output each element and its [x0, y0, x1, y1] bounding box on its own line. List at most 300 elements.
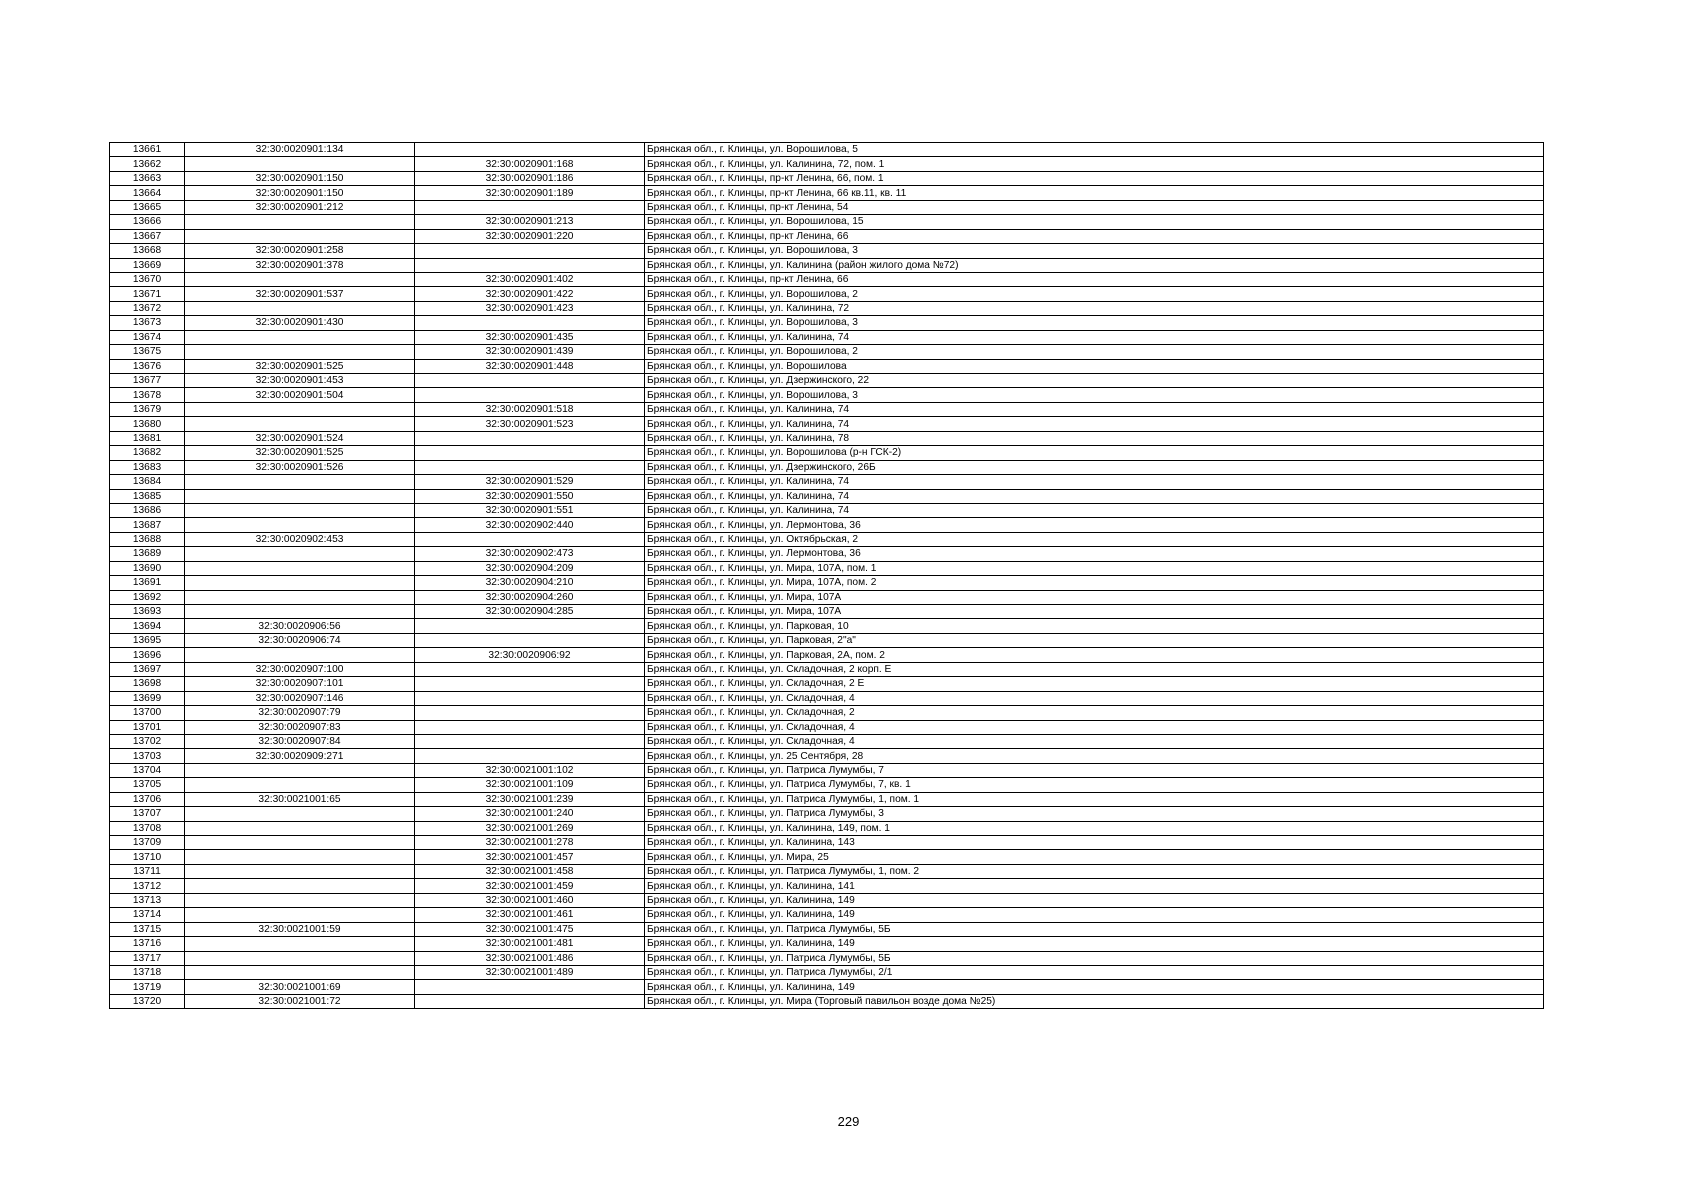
table-row	[110, 648, 1544, 662]
table-row	[110, 807, 1544, 821]
cadastral-table	[109, 142, 1544, 1009]
row-number: 13677	[110, 374, 185, 388]
parcel-cadastral-number	[185, 836, 415, 850]
row-number: 13670	[110, 272, 185, 286]
row-number: 13715	[110, 922, 185, 936]
row-number: 13678	[110, 388, 185, 402]
table-row	[110, 821, 1544, 835]
object-cadastral-number	[415, 200, 645, 214]
parcel-cadastral-number: 32:30:0020901:378	[185, 258, 415, 272]
table-row	[110, 980, 1544, 994]
table-row	[110, 215, 1544, 229]
table-row	[110, 576, 1544, 590]
object-cadastral-number: 32:30:0020904:285	[415, 605, 645, 619]
row-number: 13689	[110, 547, 185, 561]
table-row	[110, 965, 1544, 979]
table-row	[110, 590, 1544, 604]
address-cell: Брянская обл., г. Клинцы, ул. Ворошилова, 3	[645, 388, 1544, 402]
object-cadastral-number: 32:30:0020901:551	[415, 503, 645, 517]
table-row	[110, 143, 1544, 157]
table-row	[110, 879, 1544, 893]
table-row	[110, 792, 1544, 806]
parcel-cadastral-number	[185, 518, 415, 532]
object-cadastral-number: 32:30:0020904:209	[415, 561, 645, 575]
address-cell: Брянская обл., г. Клинцы, ул. Складочная, 2 корп. Е	[645, 662, 1544, 676]
address-cell: Брянская обл., г. Клинцы, ул. Ворошилова, 3	[645, 244, 1544, 258]
row-number: 13691	[110, 576, 185, 590]
object-cadastral-number: 32:30:0020901:550	[415, 489, 645, 503]
table-row	[110, 937, 1544, 951]
address-cell: Брянская обл., г. Клинцы, ул. Складочная, 2 Е	[645, 677, 1544, 691]
parcel-cadastral-number	[185, 965, 415, 979]
row-number: 13690	[110, 561, 185, 575]
row-number: 13708	[110, 821, 185, 835]
object-cadastral-number: 32:30:0021001:269	[415, 821, 645, 835]
row-number: 13663	[110, 171, 185, 185]
row-number: 13714	[110, 908, 185, 922]
object-cadastral-number	[415, 720, 645, 734]
row-number: 13668	[110, 244, 185, 258]
parcel-cadastral-number	[185, 908, 415, 922]
address-cell: Брянская обл., г. Клинцы, ул. Калинина, 72, пом. 1	[645, 157, 1544, 171]
address-cell: Брянская обл., г. Клинцы, ул. Парковая, 10	[645, 619, 1544, 633]
row-number: 13680	[110, 417, 185, 431]
address-cell: Брянская обл., г. Клинцы, ул. Патриса Лумумбы, 2/1	[645, 965, 1544, 979]
table-row	[110, 171, 1544, 185]
parcel-cadastral-number: 32:30:0020901:150	[185, 186, 415, 200]
table-row	[110, 417, 1544, 431]
table-row	[110, 547, 1544, 561]
address-cell: Брянская обл., г. Клинцы, ул. Патриса Лумумбы, 7, кв. 1	[645, 778, 1544, 792]
parcel-cadastral-number: 32:30:0020901:525	[185, 359, 415, 373]
address-cell: Брянская обл., г. Клинцы, ул. Патриса Лумумбы, 7	[645, 763, 1544, 777]
row-number: 13718	[110, 965, 185, 979]
table-row	[110, 446, 1544, 460]
table-row	[110, 734, 1544, 748]
table-row	[110, 720, 1544, 734]
address-cell: Брянская обл., г. Клинцы, ул. Калинина, 141	[645, 879, 1544, 893]
object-cadastral-number	[415, 374, 645, 388]
table-row	[110, 864, 1544, 878]
row-number: 13710	[110, 850, 185, 864]
parcel-cadastral-number: 32:30:0020901:453	[185, 374, 415, 388]
parcel-cadastral-number: 32:30:0020901:526	[185, 460, 415, 474]
object-cadastral-number: 32:30:0020901:423	[415, 301, 645, 315]
row-number: 13684	[110, 475, 185, 489]
parcel-cadastral-number: 32:30:0020906:56	[185, 619, 415, 633]
row-number: 13672	[110, 301, 185, 315]
table-row	[110, 778, 1544, 792]
address-cell: Брянская обл., г. Клинцы, пр-кт Ленина, 66	[645, 229, 1544, 243]
row-number: 13666	[110, 215, 185, 229]
object-cadastral-number: 32:30:0021001:460	[415, 893, 645, 907]
table-row	[110, 763, 1544, 777]
address-cell: Брянская обл., г. Клинцы, ул. Ворошилова, 5	[645, 143, 1544, 157]
address-cell: Брянская обл., г. Клинцы, ул. Складочная, 2	[645, 706, 1544, 720]
table-body	[110, 143, 1544, 1009]
object-cadastral-number: 32:30:0020901:189	[415, 186, 645, 200]
table-row	[110, 691, 1544, 705]
object-cadastral-number: 32:30:0020902:473	[415, 547, 645, 561]
parcel-cadastral-number: 32:30:0020907:84	[185, 734, 415, 748]
address-cell: Брянская обл., г. Клинцы, ул. Калинина, 74	[645, 402, 1544, 416]
object-cadastral-number: 32:30:0020901:213	[415, 215, 645, 229]
parcel-cadastral-number: 32:30:0020901:537	[185, 287, 415, 301]
row-number: 13705	[110, 778, 185, 792]
table-row	[110, 994, 1544, 1008]
object-cadastral-number	[415, 691, 645, 705]
row-number: 13694	[110, 619, 185, 633]
parcel-cadastral-number	[185, 402, 415, 416]
table-row	[110, 345, 1544, 359]
object-cadastral-number: 32:30:0020901:402	[415, 272, 645, 286]
row-number: 13662	[110, 157, 185, 171]
table-row	[110, 287, 1544, 301]
object-cadastral-number	[415, 980, 645, 994]
object-cadastral-number	[415, 706, 645, 720]
parcel-cadastral-number	[185, 807, 415, 821]
parcel-cadastral-number	[185, 215, 415, 229]
object-cadastral-number	[415, 532, 645, 546]
parcel-cadastral-number	[185, 417, 415, 431]
address-cell: Брянская обл., г. Клинцы, ул. Лермонтова, 36	[645, 518, 1544, 532]
parcel-cadastral-number: 32:30:0020901:212	[185, 200, 415, 214]
table-row	[110, 662, 1544, 676]
address-cell: Брянская обл., г. Клинцы, ул. Патриса Лумумбы, 1, пом. 2	[645, 864, 1544, 878]
address-cell: Брянская обл., г. Клинцы, ул. Калинина, 78	[645, 431, 1544, 445]
parcel-cadastral-number	[185, 229, 415, 243]
address-cell: Брянская обл., г. Клинцы, ул. Ворошилова	[645, 359, 1544, 373]
table-row	[110, 431, 1544, 445]
parcel-cadastral-number	[185, 605, 415, 619]
row-number: 13671	[110, 287, 185, 301]
object-cadastral-number: 32:30:0020901:168	[415, 157, 645, 171]
table-row	[110, 850, 1544, 864]
table-row	[110, 836, 1544, 850]
table-row	[110, 518, 1544, 532]
address-cell: Брянская обл., г. Клинцы, ул. Калинина, 149, пом. 1	[645, 821, 1544, 835]
table-row	[110, 200, 1544, 214]
parcel-cadastral-number: 32:30:0020909:271	[185, 749, 415, 763]
parcel-cadastral-number: 32:30:0020907:146	[185, 691, 415, 705]
address-cell: Брянская обл., г. Клинцы, ул. Калинина, 72	[645, 301, 1544, 315]
row-number: 13712	[110, 879, 185, 893]
parcel-cadastral-number: 32:30:0020907:101	[185, 677, 415, 691]
table-row	[110, 330, 1544, 344]
table-row	[110, 749, 1544, 763]
table-row	[110, 908, 1544, 922]
parcel-cadastral-number: 32:30:0020901:524	[185, 431, 415, 445]
parcel-cadastral-number: 32:30:0020907:79	[185, 706, 415, 720]
object-cadastral-number: 32:30:0021001:278	[415, 836, 645, 850]
row-number: 13700	[110, 706, 185, 720]
address-cell: Брянская обл., г. Клинцы, ул. Мира, 107А	[645, 590, 1544, 604]
row-number: 13703	[110, 749, 185, 763]
parcel-cadastral-number: 32:30:0020901:150	[185, 171, 415, 185]
object-cadastral-number: 32:30:0021001:457	[415, 850, 645, 864]
object-cadastral-number: 32:30:0021001:461	[415, 908, 645, 922]
table-row	[110, 532, 1544, 546]
object-cadastral-number: 32:30:0020904:210	[415, 576, 645, 590]
row-number: 13698	[110, 677, 185, 691]
parcel-cadastral-number	[185, 475, 415, 489]
table-row	[110, 677, 1544, 691]
parcel-cadastral-number: 32:30:0021001:72	[185, 994, 415, 1008]
object-cadastral-number	[415, 431, 645, 445]
address-cell: Брянская обл., г. Клинцы, ул. Патриса Лумумбы, 5Б	[645, 951, 1544, 965]
address-cell: Брянская обл., г. Клинцы, ул. Ворошилова, 15	[645, 215, 1544, 229]
row-number: 13717	[110, 951, 185, 965]
row-number: 13685	[110, 489, 185, 503]
address-cell: Брянская обл., г. Клинцы, ул. Ворошилова, 2	[645, 345, 1544, 359]
row-number: 13720	[110, 994, 185, 1008]
row-number: 13675	[110, 345, 185, 359]
address-cell: Брянская обл., г. Клинцы, ул. 25 Сентября, 28	[645, 749, 1544, 763]
object-cadastral-number	[415, 244, 645, 258]
parcel-cadastral-number: 32:30:0020902:453	[185, 532, 415, 546]
parcel-cadastral-number	[185, 763, 415, 777]
parcel-cadastral-number	[185, 272, 415, 286]
parcel-cadastral-number	[185, 345, 415, 359]
row-number: 13693	[110, 605, 185, 619]
address-cell: Брянская обл., г. Клинцы, ул. Калинина, 149	[645, 908, 1544, 922]
address-cell: Брянская обл., г. Клинцы, ул. Патриса Лумумбы, 1, пом. 1	[645, 792, 1544, 806]
table-row	[110, 157, 1544, 171]
address-cell: Брянская обл., г. Клинцы, ул. Складочная, 4	[645, 691, 1544, 705]
object-cadastral-number	[415, 662, 645, 676]
table-row	[110, 460, 1544, 474]
table-row	[110, 951, 1544, 965]
row-number: 13699	[110, 691, 185, 705]
object-cadastral-number: 32:30:0020901:439	[415, 345, 645, 359]
table-row	[110, 475, 1544, 489]
address-cell: Брянская обл., г. Клинцы, ул. Мира, 107А, пом. 1	[645, 561, 1544, 575]
address-cell: Брянская обл., г. Клинцы, пр-кт Ленина, 66, пом. 1	[645, 171, 1544, 185]
object-cadastral-number: 32:30:0020901:435	[415, 330, 645, 344]
row-number: 13687	[110, 518, 185, 532]
object-cadastral-number	[415, 677, 645, 691]
table-row	[110, 922, 1544, 936]
address-cell: Брянская обл., г. Клинцы, ул. Калинина, 74	[645, 475, 1544, 489]
address-cell: Брянская обл., г. Клинцы, ул. Калинина, 74	[645, 489, 1544, 503]
row-number: 13686	[110, 503, 185, 517]
object-cadastral-number	[415, 388, 645, 402]
table-row	[110, 605, 1544, 619]
address-cell: Брянская обл., г. Клинцы, ул. Калинина (район жилого дома №72)	[645, 258, 1544, 272]
row-number: 13704	[110, 763, 185, 777]
table-row	[110, 301, 1544, 315]
parcel-cadastral-number	[185, 864, 415, 878]
object-cadastral-number: 32:30:0020902:440	[415, 518, 645, 532]
row-number: 13702	[110, 734, 185, 748]
address-cell: Брянская обл., г. Клинцы, ул. Дзержинского, 22	[645, 374, 1544, 388]
object-cadastral-number	[415, 143, 645, 157]
address-cell: Брянская обл., г. Клинцы, ул. Парковая, 2А, пом. 2	[645, 648, 1544, 662]
object-cadastral-number: 32:30:0020906:92	[415, 648, 645, 662]
row-number: 13664	[110, 186, 185, 200]
parcel-cadastral-number	[185, 561, 415, 575]
parcel-cadastral-number	[185, 850, 415, 864]
object-cadastral-number: 32:30:0020901:422	[415, 287, 645, 301]
object-cadastral-number	[415, 994, 645, 1008]
object-cadastral-number: 32:30:0020901:186	[415, 171, 645, 185]
parcel-cadastral-number: 32:30:0020901:525	[185, 446, 415, 460]
parcel-cadastral-number	[185, 951, 415, 965]
address-cell: Брянская обл., г. Клинцы, ул. Мира (Торговый павильон возде дома №25)	[645, 994, 1544, 1008]
table-row	[110, 893, 1544, 907]
parcel-cadastral-number	[185, 590, 415, 604]
row-number: 13701	[110, 720, 185, 734]
row-number: 13697	[110, 662, 185, 676]
parcel-cadastral-number: 32:30:0020907:83	[185, 720, 415, 734]
address-cell: Брянская обл., г. Клинцы, ул. Калинина, 149	[645, 893, 1544, 907]
address-cell: Брянская обл., г. Клинцы, ул. Ворошилова (р-н ГСК-2)	[645, 446, 1544, 460]
row-number: 13681	[110, 431, 185, 445]
object-cadastral-number: 32:30:0021001:486	[415, 951, 645, 965]
table-row	[110, 359, 1544, 373]
parcel-cadastral-number: 32:30:0021001:59	[185, 922, 415, 936]
row-number: 13676	[110, 359, 185, 373]
address-cell: Брянская обл., г. Клинцы, ул. Октябрьская, 2	[645, 532, 1544, 546]
row-number: 13711	[110, 864, 185, 878]
table-row	[110, 272, 1544, 286]
row-number: 13695	[110, 633, 185, 647]
object-cadastral-number: 32:30:0020901:448	[415, 359, 645, 373]
parcel-cadastral-number: 32:30:0020901:430	[185, 316, 415, 330]
table-row	[110, 374, 1544, 388]
parcel-cadastral-number	[185, 879, 415, 893]
object-cadastral-number	[415, 258, 645, 272]
parcel-cadastral-number	[185, 821, 415, 835]
object-cadastral-number: 32:30:0021001:109	[415, 778, 645, 792]
object-cadastral-number: 32:30:0021001:489	[415, 965, 645, 979]
address-cell: Брянская обл., г. Клинцы, ул. Парковая, 2"а"	[645, 633, 1544, 647]
row-number: 13674	[110, 330, 185, 344]
row-number: 13661	[110, 143, 185, 157]
object-cadastral-number	[415, 734, 645, 748]
table-row	[110, 619, 1544, 633]
parcel-cadastral-number	[185, 893, 415, 907]
object-cadastral-number	[415, 633, 645, 647]
address-cell: Брянская обл., г. Клинцы, ул. Калинина, 74	[645, 417, 1544, 431]
table-row	[110, 503, 1544, 517]
address-cell: Брянская обл., г. Клинцы, ул. Патриса Лумумбы, 5Б	[645, 922, 1544, 936]
parcel-cadastral-number	[185, 778, 415, 792]
address-cell: Брянская обл., г. Клинцы, ул. Мира, 107А	[645, 605, 1544, 619]
parcel-cadastral-number: 32:30:0020907:100	[185, 662, 415, 676]
object-cadastral-number: 32:30:0020901:518	[415, 402, 645, 416]
parcel-cadastral-number: 32:30:0020901:258	[185, 244, 415, 258]
table-row	[110, 402, 1544, 416]
table-row	[110, 316, 1544, 330]
object-cadastral-number: 32:30:0021001:481	[415, 937, 645, 951]
table-row	[110, 388, 1544, 402]
row-number: 13673	[110, 316, 185, 330]
address-cell: Брянская обл., г. Клинцы, ул. Лермонтова, 36	[645, 547, 1544, 561]
address-cell: Брянская обл., г. Клинцы, ул. Калинина, 143	[645, 836, 1544, 850]
parcel-cadastral-number	[185, 301, 415, 315]
object-cadastral-number: 32:30:0021001:240	[415, 807, 645, 821]
row-number: 13696	[110, 648, 185, 662]
parcel-cadastral-number	[185, 547, 415, 561]
address-cell: Брянская обл., г. Клинцы, ул. Дзержинского, 26Б	[645, 460, 1544, 474]
address-cell: Брянская обл., г. Клинцы, ул. Складочная, 4	[645, 734, 1544, 748]
address-cell: Брянская обл., г. Клинцы, ул. Калинина, 149	[645, 980, 1544, 994]
address-cell: Брянская обл., г. Клинцы, ул. Патриса Лумумбы, 3	[645, 807, 1544, 821]
table-row	[110, 244, 1544, 258]
parcel-cadastral-number	[185, 503, 415, 517]
row-number: 13713	[110, 893, 185, 907]
object-cadastral-number: 32:30:0020904:260	[415, 590, 645, 604]
parcel-cadastral-number	[185, 157, 415, 171]
address-cell: Брянская обл., г. Клинцы, пр-кт Ленина, 54	[645, 200, 1544, 214]
address-cell: Брянская обл., г. Клинцы, ул. Ворошилова, 3	[645, 316, 1544, 330]
table-row	[110, 489, 1544, 503]
object-cadastral-number: 32:30:0020901:220	[415, 229, 645, 243]
object-cadastral-number: 32:30:0020901:529	[415, 475, 645, 489]
object-cadastral-number	[415, 749, 645, 763]
row-number: 13669	[110, 258, 185, 272]
object-cadastral-number	[415, 619, 645, 633]
table-row	[110, 633, 1544, 647]
object-cadastral-number: 32:30:0021001:459	[415, 879, 645, 893]
object-cadastral-number: 32:30:0020901:523	[415, 417, 645, 431]
object-cadastral-number: 32:30:0021001:475	[415, 922, 645, 936]
object-cadastral-number	[415, 316, 645, 330]
page-number: 229	[837, 1114, 860, 1129]
parcel-cadastral-number	[185, 330, 415, 344]
parcel-cadastral-number: 32:30:0020906:74	[185, 633, 415, 647]
parcel-cadastral-number	[185, 937, 415, 951]
parcel-cadastral-number	[185, 576, 415, 590]
parcel-cadastral-number	[185, 489, 415, 503]
parcel-cadastral-number: 32:30:0021001:69	[185, 980, 415, 994]
row-number: 13679	[110, 402, 185, 416]
row-number: 13688	[110, 532, 185, 546]
address-cell: Брянская обл., г. Клинцы, ул. Калинина, 74	[645, 330, 1544, 344]
table-row	[110, 229, 1544, 243]
parcel-cadastral-number	[185, 648, 415, 662]
row-number: 13716	[110, 937, 185, 951]
parcel-cadastral-number: 32:30:0021001:65	[185, 792, 415, 806]
row-number: 13665	[110, 200, 185, 214]
row-number: 13706	[110, 792, 185, 806]
object-cadastral-number: 32:30:0021001:239	[415, 792, 645, 806]
address-cell: Брянская обл., г. Клинцы, ул. Ворошилова, 2	[645, 287, 1544, 301]
row-number: 13707	[110, 807, 185, 821]
object-cadastral-number: 32:30:0021001:102	[415, 763, 645, 777]
address-cell: Брянская обл., г. Клинцы, ул. Калинина, 149	[645, 937, 1544, 951]
row-number: 13682	[110, 446, 185, 460]
object-cadastral-number: 32:30:0021001:458	[415, 864, 645, 878]
table-row	[110, 706, 1544, 720]
object-cadastral-number	[415, 460, 645, 474]
address-cell: Брянская обл., г. Клинцы, пр-кт Ленина, 66 кв.11, кв. 11	[645, 186, 1544, 200]
row-number: 13709	[110, 836, 185, 850]
address-cell: Брянская обл., г. Клинцы, ул. Калинина, 74	[645, 503, 1544, 517]
table-row	[110, 186, 1544, 200]
table-row	[110, 561, 1544, 575]
address-cell: Брянская обл., г. Клинцы, ул. Складочная, 4	[645, 720, 1544, 734]
row-number: 13719	[110, 980, 185, 994]
row-number: 13692	[110, 590, 185, 604]
row-number: 13667	[110, 229, 185, 243]
parcel-cadastral-number: 32:30:0020901:504	[185, 388, 415, 402]
address-cell: Брянская обл., г. Клинцы, ул. Мира, 25	[645, 850, 1544, 864]
table-row	[110, 258, 1544, 272]
row-number: 13683	[110, 460, 185, 474]
parcel-cadastral-number: 32:30:0020901:134	[185, 143, 415, 157]
